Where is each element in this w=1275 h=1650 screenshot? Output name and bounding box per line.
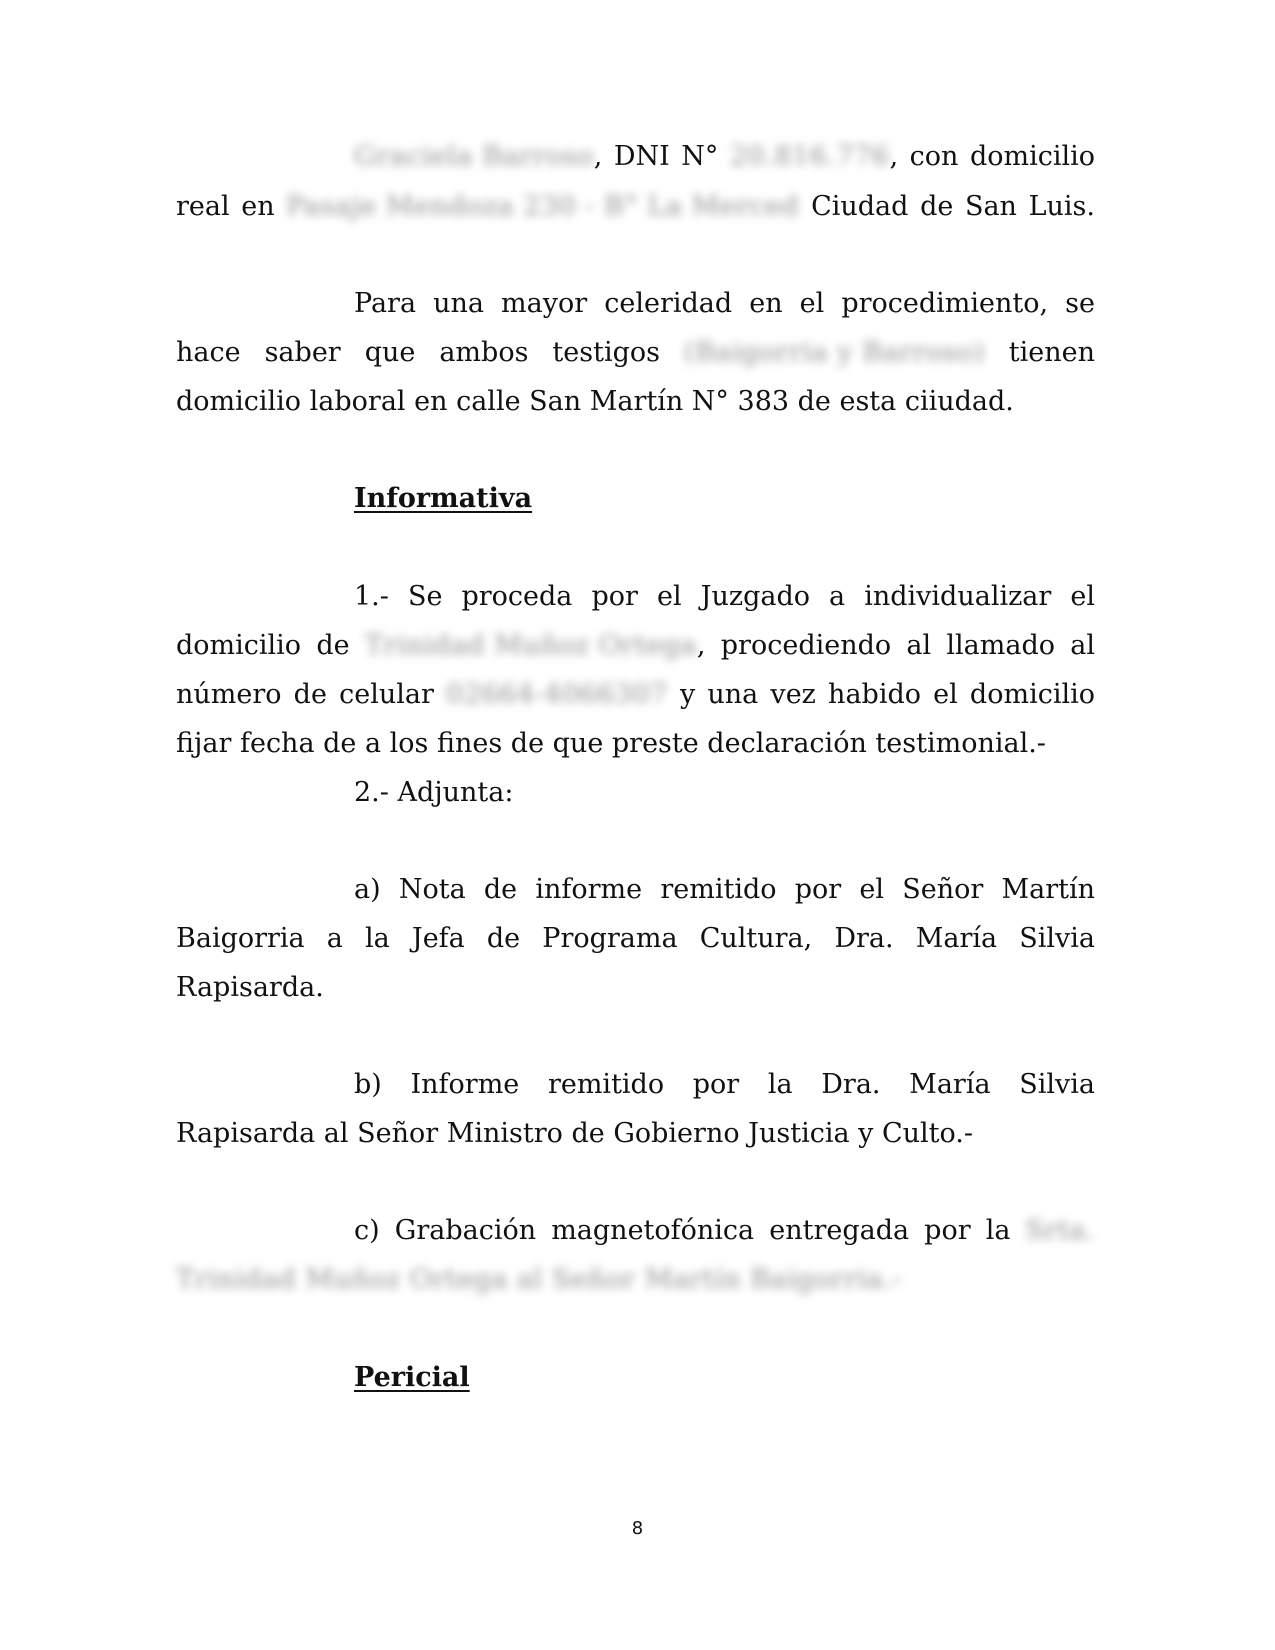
item1-line-3-start: número de celular — [176, 679, 434, 710]
page-number: 8 — [631, 1518, 644, 1539]
celeridad-line-3: domicilio laboral en calle San Martín N° 383 de esta ciiudad. — [176, 386, 1014, 417]
witness-line-2-end: Ciudad de San Luis. — [811, 191, 1095, 222]
item2c-line-2 — [176, 1263, 1095, 1297]
item2b-line-1: b) Informe remitido por la Dra. María Silvia — [354, 1069, 1095, 1100]
item1-line-3-end: y una vez habido el domicilio — [679, 679, 1095, 710]
item2a-line-3: Rapisarda. — [176, 972, 324, 1003]
redacted-recipients: Trinidad Muñoz Ortega al Señor Martín Baigorria.- — [176, 1264, 903, 1295]
celeridad-line-2 — [176, 336, 1095, 370]
item1-line-1: 1.- Se proceda por el Juzgado a individualizar el — [354, 581, 1095, 612]
redacted-witness-name: Graciela Barroso — [354, 141, 594, 172]
witness-line-2-start: real en — [176, 191, 275, 222]
item1-line-3 — [176, 678, 1095, 712]
celeridad-line-2-start: hace saber que ambos testigos — [176, 337, 660, 368]
celeridad-line-1: Para una mayor celeridad en el procedimiento, se — [354, 288, 1095, 319]
item2a-line-1: a) Nota de informe remitido por el Señor Martín — [354, 874, 1095, 905]
witness-line-1-end: , con domicilio — [889, 141, 1096, 172]
dni-label: , DNI N° — [593, 141, 719, 172]
item2c-line-1-start: c) Grabación magnetofónica entregada por la — [354, 1215, 1011, 1246]
redacted-title: Srta. — [1025, 1215, 1095, 1246]
item1-line-2 — [176, 629, 1095, 663]
item1-line-4: fijar fecha de a los fines de que preste declaración testimonial.- — [176, 728, 1046, 759]
item2a-line-2: Baigorria a la Jefa de Programa Cultura, Dra. María Silvia — [176, 923, 1095, 954]
witness-line-2 — [176, 190, 1095, 224]
celeridad-line-2-end: tienen — [1008, 337, 1095, 368]
redacted-address: Pasaje Mendoza 230 - B° La Merced — [286, 191, 800, 222]
redacted-person-name: Trinidad Muñoz Ortega — [364, 630, 697, 661]
item2b-line-2: Rapisarda al Señor Ministro de Gobierno Justicia y Culto.- — [176, 1118, 974, 1149]
redacted-dni: 20.816.776 — [729, 141, 890, 172]
item2c-line-1 — [354, 1214, 1095, 1248]
informativa-heading: Informativa — [354, 483, 533, 514]
item2-label: 2.- Adjunta: — [354, 777, 514, 808]
witness-line-1 — [354, 140, 1095, 174]
item1-line-2-end: , procediendo al llamado al — [696, 630, 1095, 661]
redacted-witnesses: (Baigorria y Barroso) — [684, 337, 985, 368]
redacted-phone: 02664-4066307 — [446, 679, 668, 710]
pericial-heading: Pericial — [354, 1362, 470, 1393]
item1-line-2-start: domicilio de — [176, 630, 350, 661]
